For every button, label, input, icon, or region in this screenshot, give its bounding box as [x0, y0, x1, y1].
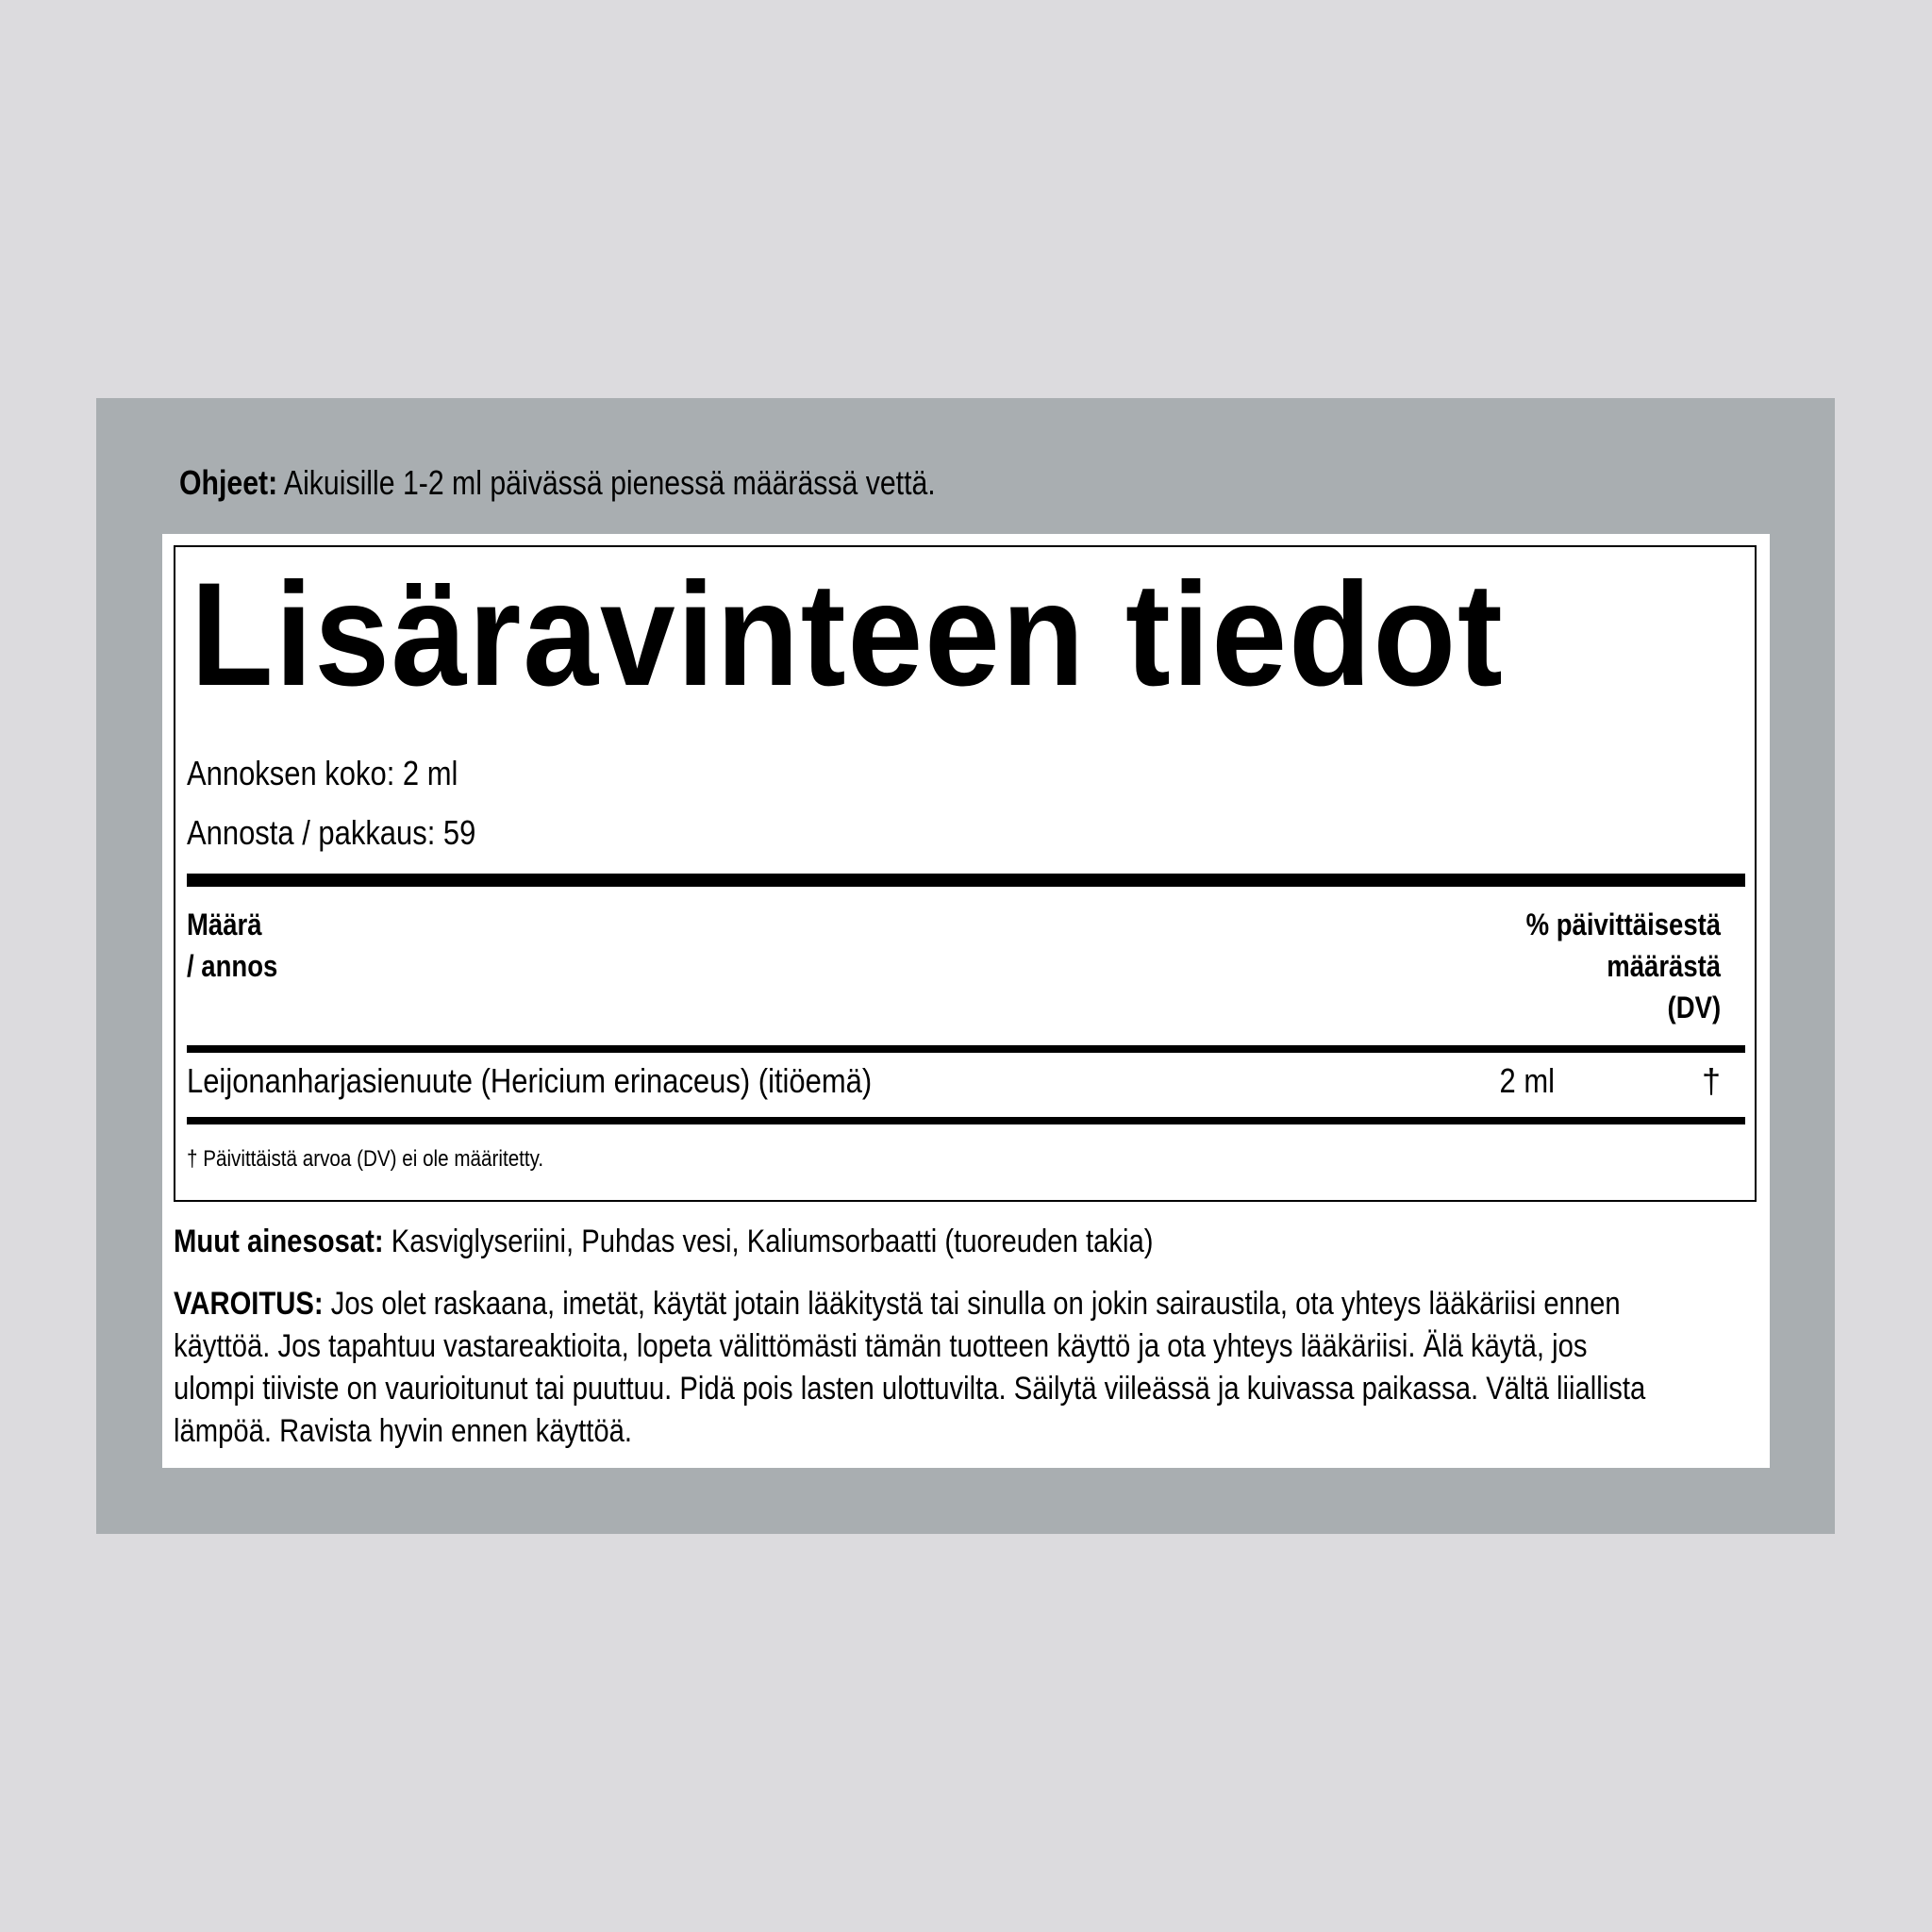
warning-line: ulompi tiiviste on vaurioitunut tai puuttuu. Pidä pois lasten ulottuvilta. Säilytä viileässä ja kuivassa paikassa. Vältä liiallista	[174, 1371, 1646, 1407]
servings-per-container: Annosta / pakkaus: 59	[187, 813, 476, 852]
warning-line: lämpöä. Ravista hyvin ennen käyttöä.	[174, 1413, 632, 1449]
amount-header-line: Määrä	[187, 908, 262, 941]
dv-footnote: † Päivittäistä arvoa (DV) ei ole määritetty.	[187, 1146, 544, 1172]
serving-size: Annoksen koko: 2 ml	[187, 754, 458, 792]
dv-header-line: määrästä	[1607, 949, 1721, 983]
other-ingredients-text: Kasviglyseriini, Puhdas vesi, Kaliumsorbaatti (tuoreuden takia)	[383, 1224, 1154, 1259]
other-ingredients-label: Muut ainesosat:	[174, 1224, 384, 1259]
directions	[179, 460, 936, 506]
directions-text: Aikuisille 1-2 ml päivässä pienessä määrässä vettä.	[277, 463, 936, 502]
supplement-facts-box	[174, 545, 1757, 1202]
amount-header-line: / annos	[187, 949, 278, 983]
row-divider	[187, 1117, 1745, 1124]
thick-divider	[187, 874, 1745, 887]
ingredient-dv: †	[1701, 1061, 1721, 1100]
warning-line	[174, 1283, 1776, 1325]
warning-text: Jos olet raskaana, imetät, käytät jotain lääkitystä tai sinulla on jokin sairaustila, ota yhteys lääkäriisi ennen	[323, 1286, 1621, 1322]
warning	[174, 1283, 1776, 1453]
facts-title: Lisäravinteen tiedot	[191, 553, 1505, 717]
directions-label: Ohjeet:	[179, 463, 278, 502]
dv-header-line: % päivittäisestä	[1525, 908, 1721, 941]
dv-header-line: (DV)	[1667, 991, 1721, 1024]
warning-label: VAROITUS:	[174, 1286, 324, 1322]
warning-line: käyttöä. Jos tapahtuu vastareaktioita, lopeta välittömästi tämän tuotteen käyttö ja ota yhteys lääkäriisi. Älä käytä, jos	[174, 1328, 1588, 1364]
amount-per-serving-header	[187, 904, 277, 987]
header-divider	[187, 1045, 1745, 1053]
ingredient-amount: 2 ml	[1499, 1061, 1555, 1100]
ingredient-name: Leijonanharjasienuute (Hericium erinaceus) (itiöemä)	[187, 1061, 873, 1100]
other-ingredients	[174, 1219, 1153, 1264]
daily-value-header	[1526, 904, 1721, 1028]
